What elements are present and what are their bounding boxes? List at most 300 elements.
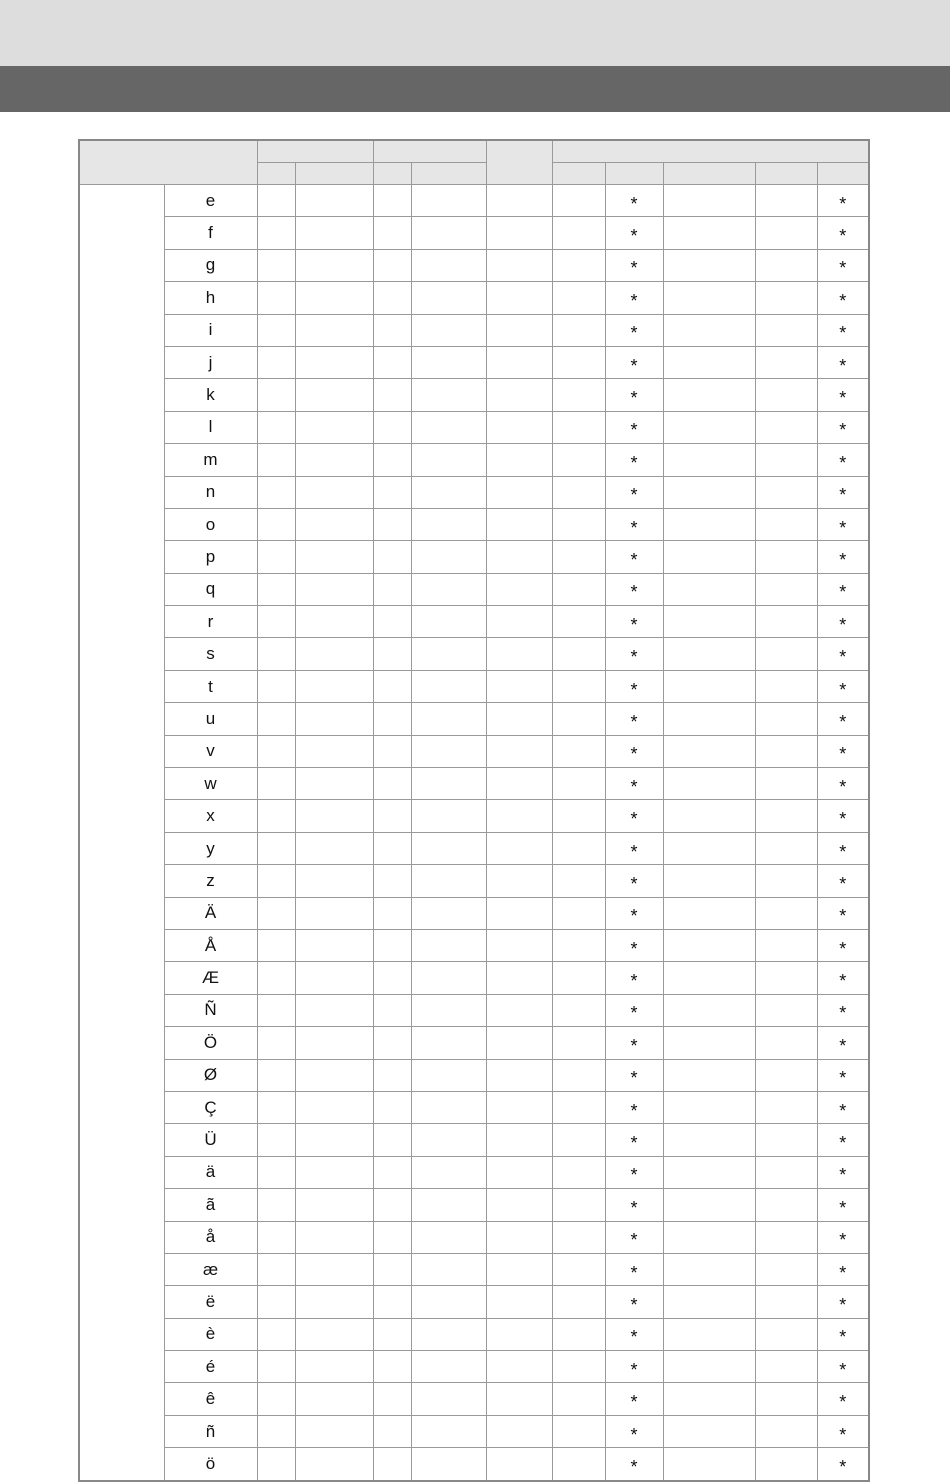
table-row bbox=[79, 444, 869, 476]
asterisk-mark: * bbox=[605, 1156, 663, 1188]
subheader-cell bbox=[257, 163, 295, 185]
empty-cell bbox=[486, 1286, 552, 1318]
empty-cell bbox=[552, 1448, 605, 1481]
empty-cell bbox=[486, 735, 552, 767]
character-cell: Æ bbox=[164, 962, 257, 994]
empty-cell bbox=[257, 1189, 295, 1221]
empty-cell bbox=[663, 573, 755, 605]
empty-cell bbox=[552, 185, 605, 217]
empty-cell bbox=[411, 1253, 486, 1285]
empty-cell bbox=[486, 346, 552, 378]
empty-cell bbox=[663, 541, 755, 573]
empty-cell bbox=[755, 282, 817, 314]
empty-cell bbox=[486, 1091, 552, 1123]
empty-cell bbox=[663, 1156, 755, 1188]
asterisk-mark: * bbox=[817, 994, 869, 1026]
asterisk-mark: * bbox=[605, 962, 663, 994]
character-cell: ä bbox=[164, 1156, 257, 1188]
empty-cell bbox=[373, 411, 411, 443]
empty-cell bbox=[755, 606, 817, 638]
empty-cell bbox=[663, 282, 755, 314]
empty-cell bbox=[411, 1059, 486, 1091]
asterisk-mark: * bbox=[605, 897, 663, 929]
empty-cell bbox=[411, 800, 486, 832]
character-cell: ã bbox=[164, 1189, 257, 1221]
empty-cell bbox=[486, 1318, 552, 1350]
asterisk-mark: * bbox=[605, 573, 663, 605]
table-row bbox=[79, 929, 869, 961]
table-row bbox=[79, 865, 869, 897]
asterisk-mark: * bbox=[817, 606, 869, 638]
empty-cell bbox=[295, 768, 373, 800]
empty-cell bbox=[295, 1286, 373, 1318]
empty-cell bbox=[663, 346, 755, 378]
empty-cell bbox=[552, 800, 605, 832]
table-row bbox=[79, 573, 869, 605]
empty-cell bbox=[257, 638, 295, 670]
asterisk-mark: * bbox=[817, 800, 869, 832]
empty-cell bbox=[411, 1286, 486, 1318]
asterisk-mark: * bbox=[817, 768, 869, 800]
table-row bbox=[79, 1124, 869, 1156]
empty-cell bbox=[411, 638, 486, 670]
table-row bbox=[79, 1351, 869, 1383]
empty-cell bbox=[295, 314, 373, 346]
empty-cell bbox=[373, 1448, 411, 1481]
empty-cell bbox=[373, 541, 411, 573]
character-cell: ë bbox=[164, 1286, 257, 1318]
character-cell: Ø bbox=[164, 1059, 257, 1091]
empty-cell bbox=[373, 1059, 411, 1091]
empty-cell bbox=[295, 1383, 373, 1415]
empty-cell bbox=[411, 735, 486, 767]
asterisk-mark: * bbox=[817, 1189, 869, 1221]
empty-cell bbox=[411, 1448, 486, 1481]
asterisk-mark: * bbox=[817, 573, 869, 605]
asterisk-mark: * bbox=[817, 735, 869, 767]
empty-cell bbox=[755, 1156, 817, 1188]
empty-cell bbox=[257, 1383, 295, 1415]
character-cell: x bbox=[164, 800, 257, 832]
empty-cell bbox=[486, 962, 552, 994]
empty-cell bbox=[411, 865, 486, 897]
empty-cell bbox=[663, 865, 755, 897]
asterisk-mark: * bbox=[817, 929, 869, 961]
empty-cell bbox=[663, 1221, 755, 1253]
empty-cell bbox=[373, 1091, 411, 1123]
asterisk-mark: * bbox=[817, 185, 869, 217]
empty-cell bbox=[552, 314, 605, 346]
asterisk-mark: * bbox=[817, 670, 869, 702]
empty-cell bbox=[552, 573, 605, 605]
empty-cell bbox=[411, 541, 486, 573]
asterisk-mark: * bbox=[817, 1448, 869, 1481]
empty-cell bbox=[663, 897, 755, 929]
empty-cell bbox=[755, 768, 817, 800]
table-row bbox=[79, 314, 869, 346]
empty-cell bbox=[755, 703, 817, 735]
empty-cell bbox=[257, 735, 295, 767]
empty-cell bbox=[295, 346, 373, 378]
asterisk-mark: * bbox=[605, 1027, 663, 1059]
asterisk-mark: * bbox=[605, 249, 663, 281]
empty-cell bbox=[373, 897, 411, 929]
asterisk-mark: * bbox=[605, 476, 663, 508]
empty-cell bbox=[552, 994, 605, 1026]
empty-cell bbox=[373, 573, 411, 605]
empty-cell bbox=[257, 1059, 295, 1091]
empty-cell bbox=[552, 1124, 605, 1156]
subheader-cell bbox=[605, 163, 663, 185]
empty-cell bbox=[663, 508, 755, 540]
empty-cell bbox=[257, 606, 295, 638]
empty-cell bbox=[411, 1189, 486, 1221]
character-cell: s bbox=[164, 638, 257, 670]
empty-cell bbox=[663, 703, 755, 735]
empty-cell bbox=[663, 314, 755, 346]
empty-cell bbox=[373, 1415, 411, 1447]
asterisk-mark: * bbox=[605, 865, 663, 897]
empty-cell bbox=[411, 897, 486, 929]
empty-cell bbox=[552, 768, 605, 800]
empty-cell bbox=[257, 1156, 295, 1188]
empty-cell bbox=[295, 217, 373, 249]
asterisk-mark: * bbox=[605, 703, 663, 735]
table-row bbox=[79, 1189, 869, 1221]
empty-cell bbox=[257, 249, 295, 281]
table-row bbox=[79, 1318, 869, 1350]
table-header-row-1 bbox=[79, 140, 869, 163]
empty-cell bbox=[373, 1221, 411, 1253]
asterisk-mark: * bbox=[605, 1253, 663, 1285]
empty-cell bbox=[552, 1286, 605, 1318]
empty-cell bbox=[755, 1027, 817, 1059]
asterisk-mark: * bbox=[817, 1286, 869, 1318]
empty-cell bbox=[411, 994, 486, 1026]
empty-cell bbox=[295, 1091, 373, 1123]
table-row bbox=[79, 897, 869, 929]
empty-cell bbox=[486, 768, 552, 800]
empty-cell bbox=[295, 735, 373, 767]
empty-cell bbox=[373, 800, 411, 832]
asterisk-mark: * bbox=[817, 1124, 869, 1156]
empty-cell bbox=[373, 768, 411, 800]
table-row bbox=[79, 1415, 869, 1447]
empty-cell bbox=[663, 832, 755, 864]
empty-cell bbox=[257, 217, 295, 249]
empty-cell bbox=[486, 1383, 552, 1415]
empty-cell bbox=[663, 1286, 755, 1318]
empty-cell bbox=[663, 606, 755, 638]
table-row bbox=[79, 249, 869, 281]
asterisk-mark: * bbox=[605, 444, 663, 476]
character-table bbox=[78, 139, 870, 1482]
character-cell: i bbox=[164, 314, 257, 346]
table-row bbox=[79, 735, 869, 767]
asterisk-mark: * bbox=[605, 638, 663, 670]
character-cell: u bbox=[164, 703, 257, 735]
empty-cell bbox=[552, 670, 605, 702]
asterisk-mark: * bbox=[817, 865, 869, 897]
empty-cell bbox=[755, 314, 817, 346]
empty-cell bbox=[755, 1253, 817, 1285]
table-row bbox=[79, 832, 869, 864]
table-row bbox=[79, 185, 869, 217]
empty-cell bbox=[663, 217, 755, 249]
asterisk-mark: * bbox=[817, 1318, 869, 1350]
empty-cell bbox=[295, 962, 373, 994]
character-cell: l bbox=[164, 411, 257, 443]
empty-cell bbox=[486, 314, 552, 346]
empty-cell bbox=[755, 444, 817, 476]
empty-cell bbox=[663, 1124, 755, 1156]
table-row bbox=[79, 1091, 869, 1123]
empty-cell bbox=[257, 1027, 295, 1059]
asterisk-mark: * bbox=[605, 379, 663, 411]
empty-cell bbox=[257, 1448, 295, 1481]
table-row bbox=[79, 1027, 869, 1059]
empty-cell bbox=[663, 379, 755, 411]
empty-cell bbox=[295, 670, 373, 702]
character-cell: t bbox=[164, 670, 257, 702]
asterisk-mark: * bbox=[605, 1415, 663, 1447]
empty-cell bbox=[411, 379, 486, 411]
empty-cell bbox=[295, 379, 373, 411]
empty-cell bbox=[552, 282, 605, 314]
empty-cell bbox=[257, 865, 295, 897]
empty-cell bbox=[411, 1383, 486, 1415]
asterisk-mark: * bbox=[817, 897, 869, 929]
empty-cell bbox=[552, 735, 605, 767]
empty-cell bbox=[257, 670, 295, 702]
empty-cell bbox=[411, 573, 486, 605]
empty-cell bbox=[663, 1059, 755, 1091]
empty-cell bbox=[663, 476, 755, 508]
empty-cell bbox=[552, 606, 605, 638]
empty-cell bbox=[486, 1253, 552, 1285]
empty-cell bbox=[257, 185, 295, 217]
empty-cell bbox=[295, 929, 373, 961]
empty-cell bbox=[295, 800, 373, 832]
empty-cell bbox=[755, 1124, 817, 1156]
empty-cell bbox=[295, 411, 373, 443]
asterisk-mark: * bbox=[817, 508, 869, 540]
empty-cell bbox=[373, 638, 411, 670]
asterisk-mark: * bbox=[605, 541, 663, 573]
empty-cell bbox=[373, 606, 411, 638]
empty-cell bbox=[755, 411, 817, 443]
table-row bbox=[79, 703, 869, 735]
table-row bbox=[79, 1448, 869, 1481]
asterisk-mark: * bbox=[817, 638, 869, 670]
empty-cell bbox=[755, 897, 817, 929]
empty-cell bbox=[486, 1415, 552, 1447]
empty-cell bbox=[411, 832, 486, 864]
character-cell: Ñ bbox=[164, 994, 257, 1026]
empty-cell bbox=[755, 541, 817, 573]
empty-cell bbox=[552, 865, 605, 897]
empty-cell bbox=[552, 411, 605, 443]
empty-cell bbox=[486, 800, 552, 832]
empty-cell bbox=[373, 832, 411, 864]
asterisk-mark: * bbox=[605, 346, 663, 378]
empty-cell bbox=[411, 962, 486, 994]
empty-cell bbox=[663, 444, 755, 476]
empty-cell bbox=[295, 832, 373, 864]
empty-cell bbox=[755, 1189, 817, 1221]
empty-cell bbox=[295, 865, 373, 897]
character-cell: Ä bbox=[164, 897, 257, 929]
asterisk-mark: * bbox=[605, 314, 663, 346]
empty-cell bbox=[755, 1059, 817, 1091]
table-row bbox=[79, 508, 869, 540]
empty-cell bbox=[663, 249, 755, 281]
empty-cell bbox=[663, 1448, 755, 1481]
character-cell: æ bbox=[164, 1253, 257, 1285]
empty-cell bbox=[486, 1027, 552, 1059]
empty-cell bbox=[663, 185, 755, 217]
empty-cell bbox=[486, 541, 552, 573]
empty-cell bbox=[295, 508, 373, 540]
asterisk-mark: * bbox=[817, 1383, 869, 1415]
empty-cell bbox=[295, 541, 373, 573]
table-row bbox=[79, 1221, 869, 1253]
empty-cell bbox=[257, 1091, 295, 1123]
subheader-cell bbox=[295, 163, 373, 185]
empty-cell bbox=[755, 217, 817, 249]
subheader-cell bbox=[755, 163, 817, 185]
empty-cell bbox=[411, 185, 486, 217]
empty-cell bbox=[373, 217, 411, 249]
empty-cell bbox=[486, 379, 552, 411]
empty-cell bbox=[373, 1189, 411, 1221]
empty-cell bbox=[486, 1059, 552, 1091]
empty-cell bbox=[411, 508, 486, 540]
empty-cell bbox=[663, 1415, 755, 1447]
empty-cell bbox=[663, 1383, 755, 1415]
table-body bbox=[79, 185, 869, 1481]
empty-cell bbox=[373, 1156, 411, 1188]
empty-cell bbox=[755, 735, 817, 767]
empty-cell bbox=[411, 929, 486, 961]
empty-cell bbox=[663, 670, 755, 702]
empty-cell bbox=[373, 476, 411, 508]
empty-cell bbox=[295, 185, 373, 217]
table-row bbox=[79, 638, 869, 670]
empty-cell bbox=[552, 897, 605, 929]
asterisk-mark: * bbox=[605, 1221, 663, 1253]
asterisk-mark: * bbox=[605, 768, 663, 800]
empty-cell bbox=[486, 1124, 552, 1156]
subheader-cell bbox=[552, 163, 605, 185]
asterisk-mark: * bbox=[817, 1156, 869, 1188]
table-row bbox=[79, 217, 869, 249]
empty-cell bbox=[486, 282, 552, 314]
empty-cell bbox=[663, 1189, 755, 1221]
subheader-cell bbox=[663, 163, 755, 185]
asterisk-mark: * bbox=[605, 1448, 663, 1481]
empty-cell bbox=[373, 962, 411, 994]
empty-cell bbox=[486, 185, 552, 217]
empty-cell bbox=[755, 346, 817, 378]
character-cell: w bbox=[164, 768, 257, 800]
character-cell: k bbox=[164, 379, 257, 411]
empty-cell bbox=[663, 800, 755, 832]
asterisk-mark: * bbox=[817, 1415, 869, 1447]
empty-cell bbox=[257, 897, 295, 929]
empty-cell bbox=[552, 1383, 605, 1415]
character-cell: Ü bbox=[164, 1124, 257, 1156]
asterisk-mark: * bbox=[817, 962, 869, 994]
empty-cell bbox=[663, 1253, 755, 1285]
empty-cell bbox=[373, 379, 411, 411]
empty-cell bbox=[755, 865, 817, 897]
empty-cell bbox=[552, 346, 605, 378]
empty-cell bbox=[373, 1124, 411, 1156]
character-cell: ê bbox=[164, 1383, 257, 1415]
asterisk-mark: * bbox=[605, 800, 663, 832]
section-title-bar bbox=[0, 66, 950, 112]
table-row bbox=[79, 541, 869, 573]
header-corner-cell bbox=[79, 140, 257, 185]
asterisk-mark: * bbox=[817, 411, 869, 443]
character-cell: Ç bbox=[164, 1091, 257, 1123]
header-single-column bbox=[486, 140, 552, 185]
empty-cell bbox=[295, 1221, 373, 1253]
empty-cell bbox=[755, 476, 817, 508]
empty-cell bbox=[257, 929, 295, 961]
empty-cell bbox=[755, 379, 817, 411]
header-group-3 bbox=[552, 140, 869, 163]
empty-cell bbox=[552, 832, 605, 864]
empty-cell bbox=[411, 1221, 486, 1253]
empty-cell bbox=[663, 638, 755, 670]
empty-cell bbox=[373, 1286, 411, 1318]
empty-cell bbox=[755, 185, 817, 217]
empty-cell bbox=[552, 703, 605, 735]
asterisk-mark: * bbox=[605, 411, 663, 443]
empty-cell bbox=[295, 1253, 373, 1285]
empty-cell bbox=[295, 1124, 373, 1156]
asterisk-mark: * bbox=[817, 1253, 869, 1285]
table-row bbox=[79, 800, 869, 832]
asterisk-mark: * bbox=[817, 1027, 869, 1059]
asterisk-mark: * bbox=[817, 1091, 869, 1123]
empty-cell bbox=[411, 249, 486, 281]
table-row bbox=[79, 670, 869, 702]
empty-cell bbox=[411, 1124, 486, 1156]
empty-cell bbox=[373, 865, 411, 897]
asterisk-mark: * bbox=[605, 1189, 663, 1221]
asterisk-mark: * bbox=[817, 1221, 869, 1253]
empty-cell bbox=[411, 1091, 486, 1123]
empty-cell bbox=[755, 670, 817, 702]
character-cell: z bbox=[164, 865, 257, 897]
table-row bbox=[79, 379, 869, 411]
table-row bbox=[79, 1059, 869, 1091]
asterisk-mark: * bbox=[817, 444, 869, 476]
character-cell: y bbox=[164, 832, 257, 864]
character-cell: j bbox=[164, 346, 257, 378]
empty-cell bbox=[411, 411, 486, 443]
empty-cell bbox=[257, 1415, 295, 1447]
character-cell: p bbox=[164, 541, 257, 573]
empty-cell bbox=[755, 994, 817, 1026]
asterisk-mark: * bbox=[605, 670, 663, 702]
empty-cell bbox=[486, 832, 552, 864]
asterisk-mark: * bbox=[605, 929, 663, 961]
empty-cell bbox=[411, 1156, 486, 1188]
